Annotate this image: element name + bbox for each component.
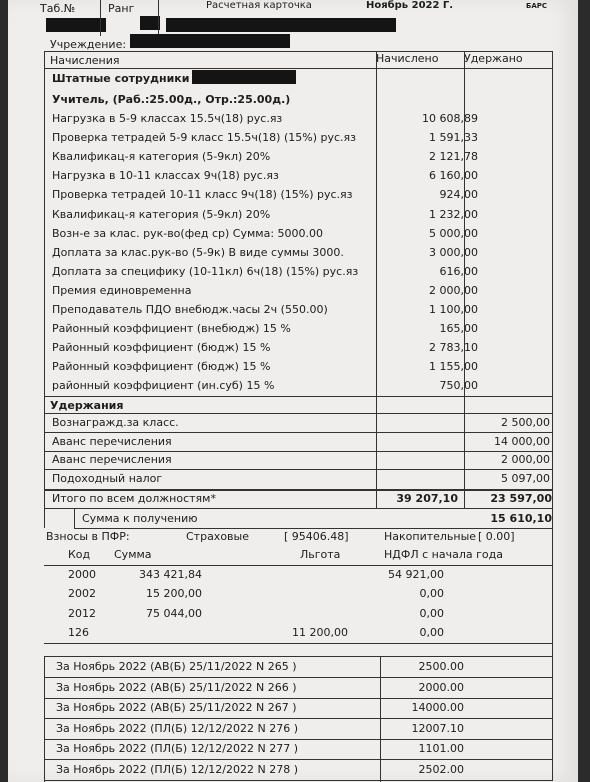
accrual-label: Доплата за клас.рук-во (5-9к) В виде суммы 3000.	[52, 245, 344, 259]
redacted-rank	[140, 16, 160, 30]
withheld-column-header: Удержано	[464, 52, 523, 65]
document-title: Расчетная карточка	[206, 0, 312, 11]
redacted-employee-name	[166, 18, 396, 32]
accrual-label: Районный коэффициент (бюдж) 15 %	[52, 360, 271, 374]
deduction-amount: 14 000,00	[494, 434, 550, 448]
accrual-row	[44, 301, 552, 320]
payment-row	[44, 658, 552, 677]
accrual-amount: 2 000,00	[429, 283, 478, 297]
payment-amount: 2000.00	[418, 680, 464, 694]
deduction-label: Подоходный налог	[52, 471, 163, 485]
tax-benefit: 11 200,00	[292, 625, 348, 639]
accrued-column-header: Начислено	[376, 52, 439, 65]
tax-ndfl: 54 921,00	[388, 568, 444, 581]
insurance-label: Страховые	[186, 530, 249, 543]
accrual-label: Квалификац-я категория (5-9кл) 20%	[52, 150, 271, 164]
tax-sum: 343 421,84	[139, 568, 202, 581]
accrual-label: Премия единовременна	[52, 283, 192, 297]
accruals-column-header: Начисления	[50, 54, 120, 67]
tax-code: 2002	[68, 587, 96, 601]
accrual-row	[44, 148, 552, 167]
total-withheld: 23 597,00	[490, 492, 552, 505]
section-staff: Штатные сотрудники	[52, 72, 190, 85]
accrual-amount: 2 783,10	[429, 341, 478, 355]
accrual-amount: 1 232,00	[429, 207, 478, 221]
tax-ndfl: 0,00	[419, 625, 444, 639]
period: Ноябрь 2022 Г.	[366, 0, 454, 11]
payment-amount: 1101.00	[418, 742, 464, 756]
payment-label: За Ноябрь 2022 (ПЛ(Б) 12/12/2022 N 278 )	[56, 763, 299, 776]
accrual-amount: 616,00	[439, 264, 478, 278]
accrual-label: Квалификац-я категория (5-9кл) 20%	[52, 207, 271, 221]
payslip-sheet	[8, 0, 578, 782]
accrual-row	[44, 225, 552, 244]
accrual-row	[44, 206, 552, 225]
deduction-row	[44, 470, 552, 489]
accrual-row	[44, 377, 552, 396]
pension-label: Взносы в ПФР:	[46, 530, 130, 543]
payment-label: За Ноябрь 2022 (АВ(Б) 25/11/2022 N 265 )	[56, 660, 297, 673]
rank-label: Ранг	[108, 2, 135, 15]
accrual-label: Районный коэффициент (бюдж) 15 %	[52, 341, 271, 355]
tax-sum: 75 044,00	[146, 606, 202, 620]
tax-row	[44, 585, 552, 604]
funded-value: [ 0.00]	[478, 530, 515, 543]
deduction-row	[44, 451, 552, 470]
accrual-amount: 1 155,00	[429, 360, 478, 374]
payment-row	[44, 720, 552, 739]
accrual-row	[44, 186, 552, 205]
institution-label: Учреждение:	[50, 38, 127, 51]
accrual-amount: 750,00	[439, 379, 478, 393]
accrual-row	[44, 263, 552, 282]
accrual-label: Нагрузка в 10-11 классах 9ч(18) рус.яз	[52, 169, 279, 183]
payment-amount: 12007.10	[411, 721, 464, 735]
section-deductions: Удержания	[50, 399, 124, 412]
insurance-value: [ 95406.48]	[284, 530, 349, 543]
redacted-staff-name	[192, 70, 296, 84]
tax-code: 2012	[68, 606, 96, 620]
accrual-row	[44, 339, 552, 358]
tax-col-benefit: Льгота	[300, 548, 341, 561]
payment-row	[44, 761, 552, 780]
accrual-amount: 165,00	[439, 322, 478, 336]
accrual-amount: 6 160,00	[429, 169, 478, 183]
accrual-row	[44, 110, 552, 129]
row-divider	[44, 780, 552, 781]
accrual-amount: 1 100,00	[429, 303, 478, 316]
tax-row	[44, 624, 552, 643]
accrual-amount: 3 000,00	[429, 245, 478, 259]
deduction-amount: 2 000,00	[501, 453, 550, 466]
tax-col-sum: Сумма	[114, 548, 152, 561]
tax-col-code: Код	[68, 548, 91, 561]
accrual-amount: 5 000,00	[429, 226, 478, 240]
deduction-label: Аванс перечисления	[52, 453, 172, 466]
tax-ndfl: 0,00	[419, 587, 444, 601]
tax-code: 126	[68, 625, 89, 639]
tax-row	[44, 605, 552, 624]
accrual-label: Проверка тетрадей 5-9 класс 15.5ч(18) (15%) рус.яз	[52, 131, 356, 145]
payment-label: За Ноябрь 2022 (ПЛ(Б) 12/12/2022 N 276 )	[56, 721, 299, 735]
accrual-label: районный коэффициент (ин.суб) 15 %	[52, 379, 275, 393]
total-label: Итого по всем должностям*	[52, 492, 216, 505]
payment-label: За Ноябрь 2022 (АВ(Б) 25/11/2022 N 266 )	[56, 680, 297, 694]
accrual-amount: 1 591,33	[429, 131, 478, 145]
accrual-amount: 10 608,89	[422, 112, 478, 125]
position-line: Учитель, (Раб.:25.00д., Отр.:25.00д.)	[52, 93, 291, 106]
tax-ndfl: 0,00	[419, 606, 444, 620]
net-pay-value: 15 610,10	[490, 512, 552, 525]
tax-row	[44, 566, 552, 585]
accrual-amount: 924,00	[439, 188, 478, 202]
tax-code: 2000	[68, 568, 96, 581]
tax-sum: 15 200,00	[146, 587, 202, 601]
tab-number-label: Таб.№	[40, 2, 76, 15]
payment-amount: 2502.00	[418, 763, 464, 776]
payment-label: За Ноябрь 2022 (АВ(Б) 25/11/2022 N 267 )	[56, 701, 297, 715]
accrual-label: Районный коэффициент (внебюдж) 15 %	[52, 322, 291, 336]
accrual-row	[44, 358, 552, 377]
accrual-row	[44, 320, 552, 339]
accrual-label: Проверка тетрадей 10-11 класс 9ч(18) (15%) рус.яз	[52, 188, 353, 202]
funded-label: Накопительные	[384, 530, 477, 543]
accrual-row	[44, 282, 552, 301]
accrual-row	[44, 167, 552, 186]
payment-label: За Ноябрь 2022 (ПЛ(Б) 12/12/2022 N 277 )	[56, 742, 299, 756]
deduction-amount: 5 097,00	[501, 471, 550, 485]
accrual-label: Доплата за специфику (10-11кл) 6ч(18) (15%) рус.яз	[52, 264, 359, 278]
payment-row	[44, 699, 552, 718]
payment-row	[44, 740, 552, 759]
accrual-label: Преподаватель ПДО внебюдж.часы 2ч (550.00)	[52, 303, 328, 316]
payment-amount: 2500.00	[418, 660, 464, 673]
tax-col-ndfl: НДФЛ с начала года	[384, 548, 503, 561]
payment-amount: 14000.00	[411, 701, 464, 715]
deduction-row	[44, 433, 552, 452]
accrual-row	[44, 129, 552, 148]
accrual-row	[44, 244, 552, 263]
accrual-label: Возн-е за клас. рук-во(фед ср) Сумма: 5000.00	[52, 226, 324, 240]
deduction-row	[44, 414, 552, 433]
deduction-amount: 2 500,00	[501, 416, 550, 429]
redacted-institution	[130, 34, 290, 48]
accrual-amount: 2 121,78	[429, 150, 478, 164]
net-pay-label: Сумма к получению	[82, 512, 198, 525]
payment-row	[44, 679, 552, 698]
software-mark: БАРС	[526, 2, 548, 10]
accrual-label: Нагрузка в 5-9 классах 15.5ч(18) рус.яз	[52, 112, 283, 125]
redacted-tab-number	[46, 18, 106, 32]
total-accrued: 39 207,10	[396, 492, 458, 505]
deduction-label: Вознагражд.за класс.	[52, 416, 179, 429]
deduction-label: Аванс перечисления	[52, 434, 172, 448]
